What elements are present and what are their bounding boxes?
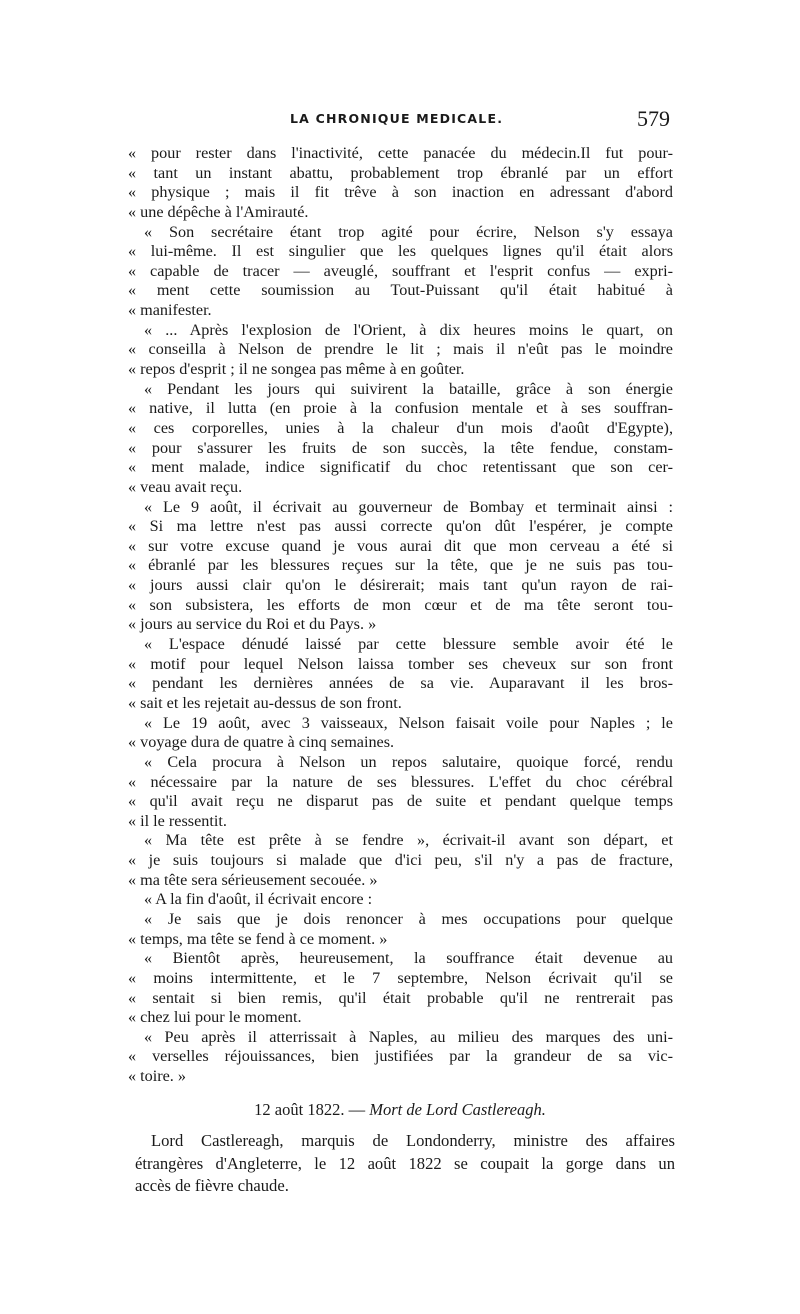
text-line: « Cela procura à Nelson un repos salutaire, quoique forcé, rendu bbox=[144, 752, 673, 771]
text-line: « moins intermittente, et le 7 septembre, Nelson écrivait qu'il se bbox=[128, 968, 673, 987]
page-header bbox=[130, 108, 670, 132]
main-text bbox=[128, 144, 673, 1087]
text-line: « physique ; mais il fit trêve à son inaction en adressant d'abord bbox=[128, 183, 673, 202]
text-line: « ment cette soumission au Tout-Puissant qu'il était habitué à bbox=[128, 281, 673, 300]
text-line: « Je sais que je dois renoncer à mes occupations pour quelque bbox=[144, 909, 673, 928]
text-line: « A la fin d'août, il écrivait encore : bbox=[144, 890, 373, 909]
closing-paragraph bbox=[135, 1130, 675, 1198]
text-line: « voyage dura de quatre à cinq semaines. bbox=[128, 733, 395, 752]
text-line: « sait et les rejetait au-dessus de son front. bbox=[128, 693, 402, 712]
text-line: « pour s'assurer les fruits de son succès, la tête fendue, constam- bbox=[128, 438, 673, 457]
text-line: « jours aussi clair qu'on le désirerait; mais tant qu'un rayon de rai- bbox=[128, 576, 673, 595]
text-line: « pour rester dans l'inactivité, cette panacée du médecin.Il fut pour- bbox=[128, 144, 673, 162]
text-line: « Son secrétaire étant trop agité pour écrire, Nelson s'y essaya bbox=[144, 222, 673, 241]
text-line: « lui-même. Il est singulier que les quelques lignes qu'il était alors bbox=[128, 242, 673, 261]
section-date: 12 août 1822. — bbox=[254, 1100, 370, 1119]
text-line: « tant un instant abattu, probablement trop ébranlé par un effort bbox=[128, 163, 673, 182]
text-line: « ment malade, indice significatif du choc retentissant que son cer- bbox=[128, 458, 673, 477]
text-line: « L'espace dénudé laissé par cette blessure semble avoir été le bbox=[144, 635, 673, 654]
text-line: étrangères d'Angleterre, le 12 août 1822 se coupait la gorge dans un bbox=[135, 1153, 675, 1173]
text-line: « qu'il avait reçu ne disparut pas de suite et pendant quelque temps bbox=[128, 792, 673, 811]
text-line: « Ma tête est prête à se fendre », écrivait-il avant son départ, et bbox=[144, 831, 673, 850]
text-line: « chez lui pour le moment. bbox=[128, 1008, 302, 1027]
text-line: « jours au service du Roi et du Pays. » bbox=[128, 615, 377, 634]
text-line: « manifester. bbox=[128, 301, 212, 320]
text-line: « il le ressentit. bbox=[128, 811, 227, 830]
section-heading bbox=[0, 1100, 800, 1120]
text-line: accès de fièvre chaude. bbox=[135, 1176, 289, 1195]
text-line: « pendant les dernières années de sa vie. Auparavant il les bros- bbox=[128, 674, 673, 693]
page-number: 579 bbox=[637, 106, 670, 131]
text-line: « Le 9 août, il écrivait au gouverneur de Bombay et terminait ainsi : bbox=[144, 497, 673, 516]
text-line: « ces corporelles, unies à la chaleur d'un mois d'août d'Egypte), bbox=[128, 418, 673, 437]
text-line: « une dépêche à l'Amirauté. bbox=[128, 202, 309, 221]
text-line: « sentait si bien remis, qu'il était probable qu'il ne rentrerait pas bbox=[128, 988, 673, 1007]
text-line: « conseilla à Nelson de prendre le lit ; mais il n'eût pas le moindre bbox=[128, 340, 673, 359]
text-line: « toire. » bbox=[128, 1067, 186, 1086]
text-line: « Peu après il atterrissait à Naples, au milieu des marques des uni- bbox=[144, 1027, 673, 1046]
text-line: « nécessaire par la nature de ses blessures. L'effet du choc cérébral bbox=[128, 772, 673, 791]
text-line: « ma tête sera sérieusement secouée. » bbox=[128, 870, 378, 889]
text-line: « Pendant les jours qui suivirent la bataille, grâce à son énergie bbox=[144, 379, 673, 398]
text-line: « repos d'esprit ; il ne songea pas même à en goûter. bbox=[128, 360, 465, 379]
text-line: « veau avait reçu. bbox=[128, 477, 243, 496]
text-line: « temps, ma tête se fend à ce moment. » bbox=[128, 929, 388, 948]
text-line: « son subsistera, les efforts de mon cœur et de ma tête seront tou- bbox=[128, 595, 673, 614]
text-line: « Si ma lettre n'est pas aussi correcte qu'on dût l'espérer, je compte bbox=[128, 517, 673, 536]
text-line: « capable de tracer — aveuglé, souffrant et l'esprit confus — expri- bbox=[128, 261, 673, 280]
text-line: « Bientôt après, heureusement, la souffrance était devenue au bbox=[144, 949, 673, 968]
text-line: « motif pour lequel Nelson laissa tomber ses cheveux sur son front bbox=[128, 654, 673, 673]
text-line: « Le 19 août, avec 3 vaisseaux, Nelson faisait voile pour Naples ; le bbox=[144, 713, 673, 732]
text-line: « je suis toujours si malade que d'ici peu, s'il n'y a pas de fracture, bbox=[128, 851, 673, 870]
text-line: « ... Après l'explosion de l'Orient, à dix heures moins le quart, on bbox=[144, 320, 673, 339]
section-title: Mort de Lord Castlereagh. bbox=[369, 1100, 546, 1119]
text-line: « ébranlé par les blessures reçues sur la tête, que je ne suis pas tou- bbox=[128, 556, 673, 575]
text-line: « verselles réjouissances, bien justifiées par la grandeur de sa vic- bbox=[128, 1047, 673, 1066]
text-line: Lord Castlereagh, marquis de Londonderry, ministre des affaires bbox=[151, 1131, 675, 1150]
text-line: « native, il lutta (en proie à la confusion mentale et à ses souffran- bbox=[128, 399, 673, 418]
text-line: « sur votre excuse quand je vous aurai dit que mon cerveau a été si bbox=[128, 536, 673, 555]
running-title: LA CHRONIQUE MEDICALE. bbox=[290, 111, 504, 126]
